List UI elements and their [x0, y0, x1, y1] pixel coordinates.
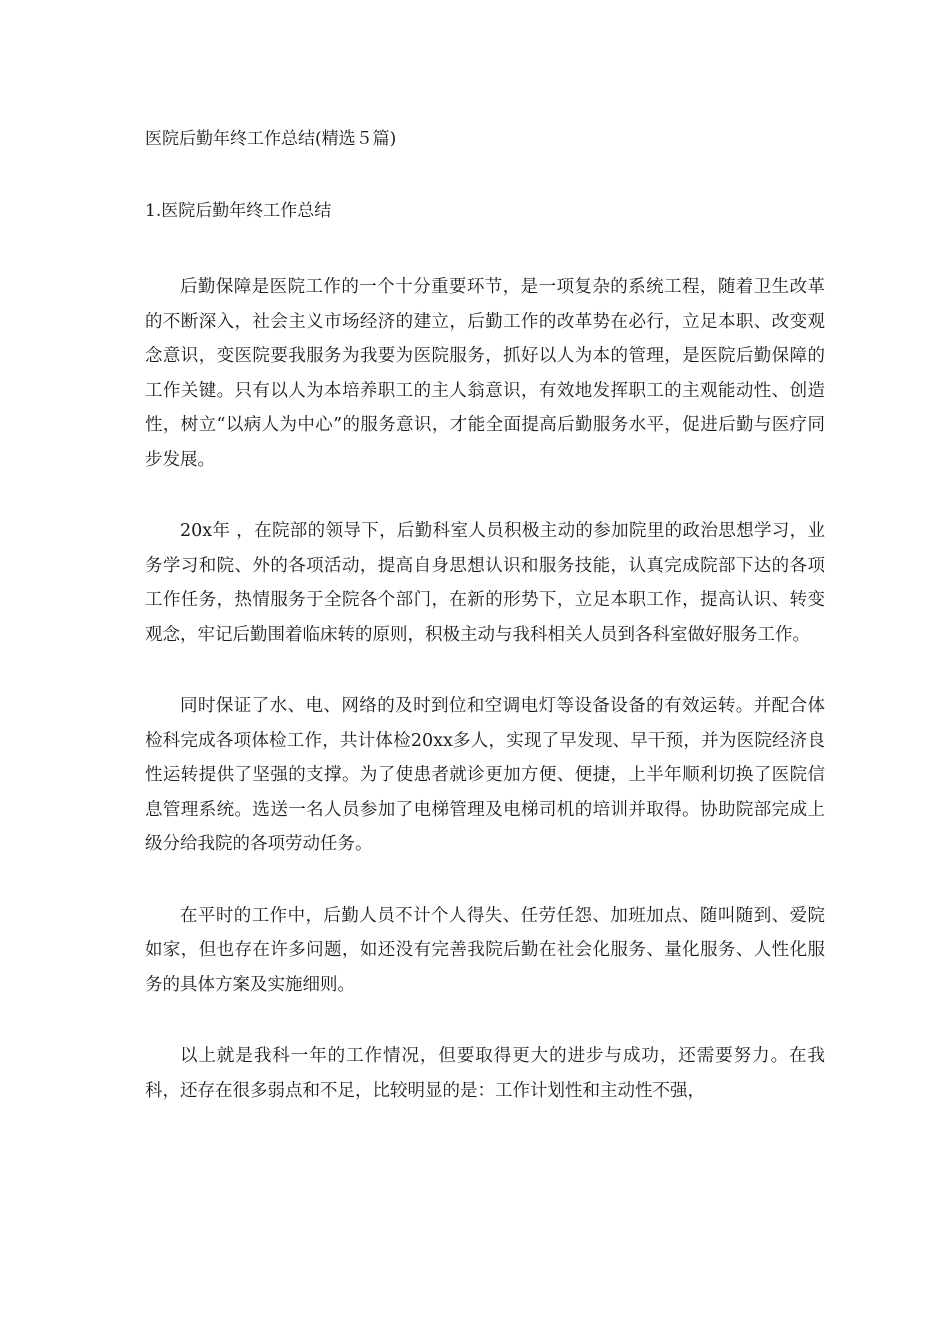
section-heading: 1.医院后勤年终工作总结 — [145, 201, 332, 221]
document-title: 医院后勤年终工作总结(精选５篇) — [145, 129, 397, 149]
paragraph: 同时保证了水、电、网络的及时到位和空调电灯等设备设备的有效运转。并配合体检科完成各项体检工作，共计体检20xx多人，实现了早发现、早干预，并为医院经济良性运转提供了坚强的支撑。为了使患者就诊更加方便、便捷，上半年顺利切换了医院信息管理系统。选送一名人员参加了电梯管理及电梯司机的培训并取得。协助院部完成上级分给我院的各项劳动任务。 — [145, 696, 825, 854]
paragraph: 以上就是我科一年的工作情况，但要取得更大的进步与成功，还需要努力。在我科，还存在很多弱点和不足，比较明显的是：工作计划性和主动性不强， — [145, 1046, 825, 1101]
paragraph: 在平时的工作中，后勤人员不计个人得失、任劳任怨、加班加点、随叫随到、爱院如家，但也存在许多问题，如还没有完善我院后勤在社会化服务、量化服务、人性化服务的具体方案及实施细则。 — [145, 905, 825, 995]
paragraph: 后勤保障是医院工作的一个十分重要环节，是一项复杂的系统工程，随着卫生改革的不断深入，社会主义市场经济的建立，后勤工作的改革势在必行，立足本职、改变观念意识，变医院要我服务为我要为医院服务，抓好以人为本的管理，是医院后勤保障的工作关键。只有以人为本培养职工的主人翁意识，有效地发挥职工的主观能动性、创造性，树立“以病人为中心”的服务意识，才能全面提高后勤服务水平，促进后勤与医疗同步发展。 — [145, 277, 825, 470]
document-body — [145, 270, 825, 1145]
paragraph: 20x年 ，在院部的领导下，后勤科室人员积极主动的参加院里的政治思想学习，业务学习和院、外的各项活动，提高自身思想认识和服务技能，认真完成院部下达的各项工作任务，热情服务于全院各个部门，在新的形势下，立足本职工作，提高认识、转变观念，牢记后勤围着临床转的原则，积极主动与我科相关人员到各科室做好服务工作。 — [145, 521, 825, 645]
